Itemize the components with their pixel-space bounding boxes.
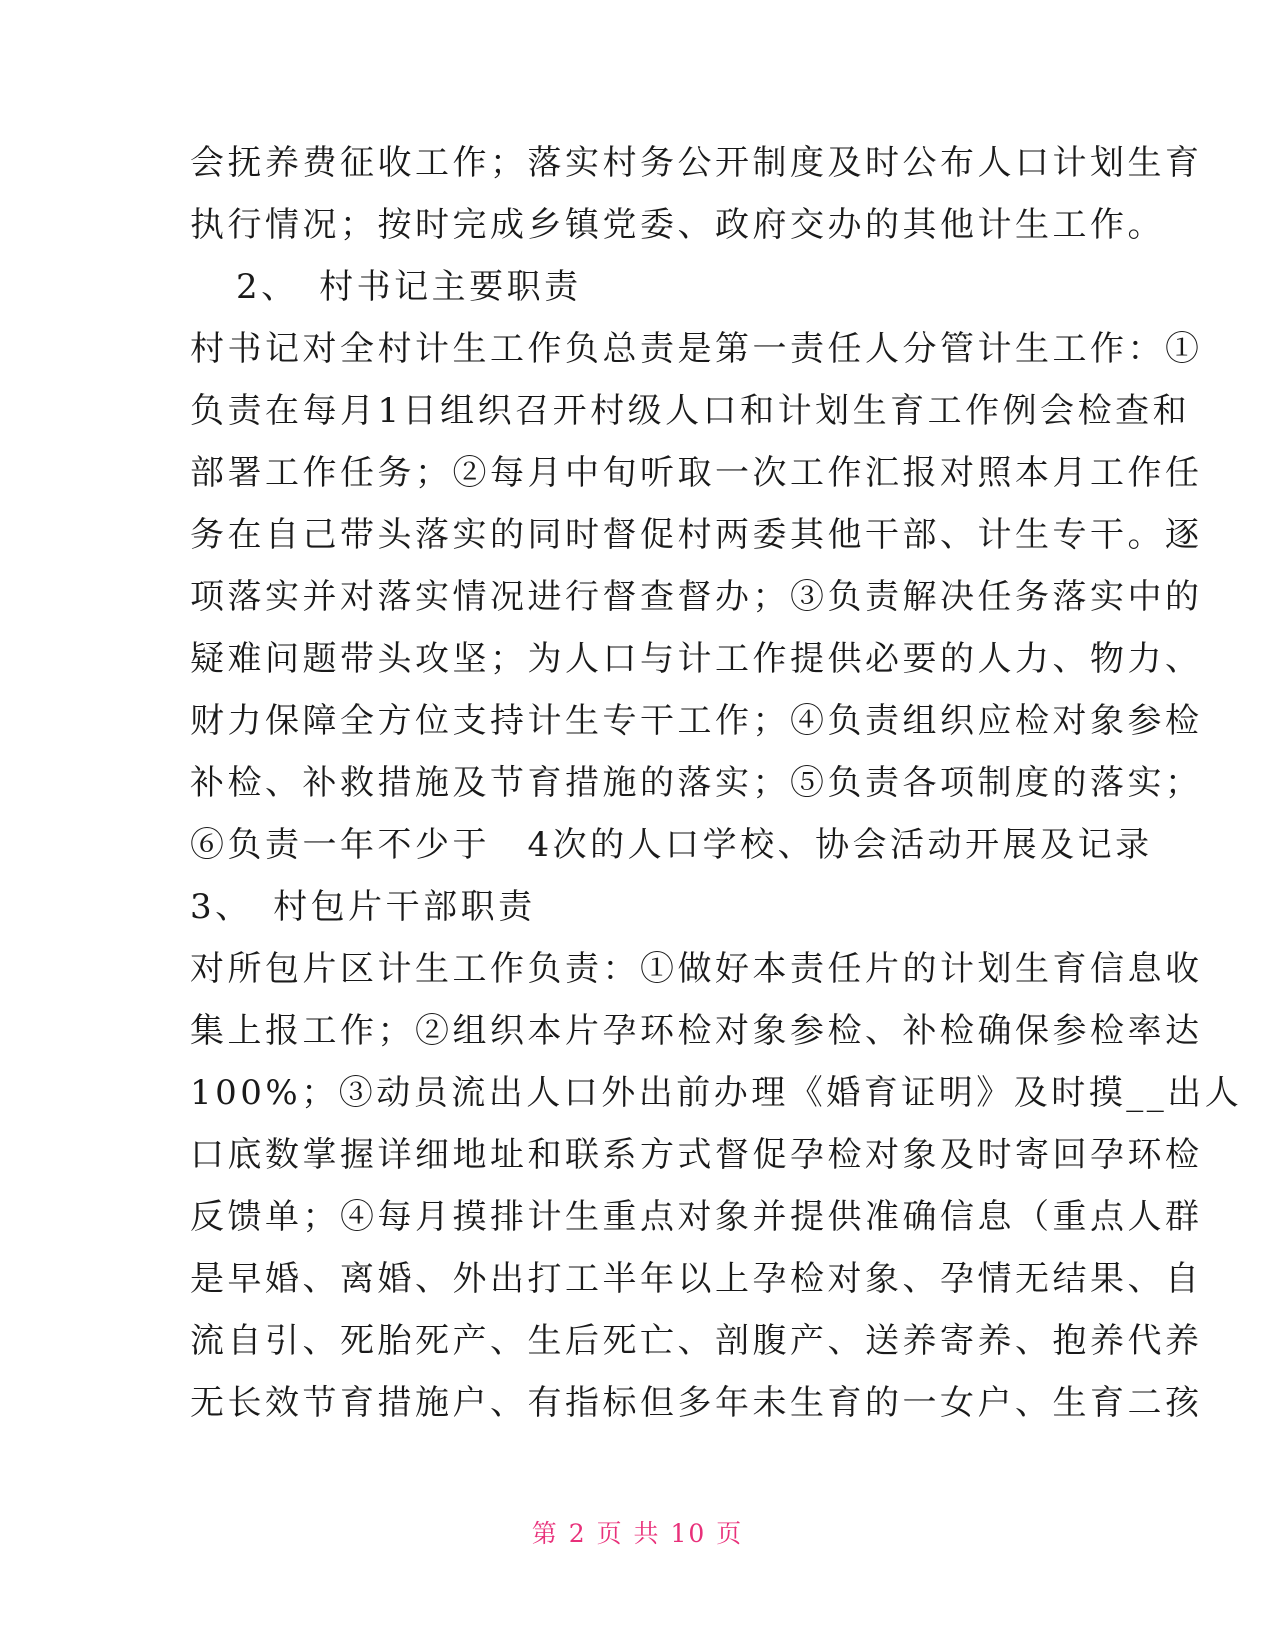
section-heading-3: 3、 村包片干部职责 [190,887,536,927]
text-line-12: ⑥负责一年不少于 4次的人口学校、协会活动开展及记录 [190,825,1153,865]
text-line-15: 集上报工作；②组织本片孕环检对象参检、补检确保参检率达 [190,1011,1203,1051]
text-line-9: 疑难问题带头攻坚；为人口与计工作提供必要的人力、物力、 [190,639,1203,679]
text-line-20: 流自引、死胎死产、生后死亡、剖腹产、送养寄养、抱养代养 [190,1321,1203,1361]
section-heading-2: 2、 村书记主要职责 [236,267,582,307]
page-number-footer: 第 2 页 共 10 页 [531,1519,744,1548]
text-line-10: 财力保障全方位支持计生专干工作；④负责组织应检对象参检 [190,701,1203,741]
text-line-14: 对所包片区计生工作负责：①做好本责任片的计划生育信息收 [190,949,1203,989]
text-line-6: 部署工作任务；②每月中旬听取一次工作汇报对照本月工作任 [190,453,1203,493]
text-line-7: 务在自己带头落实的同时督促村两委其他干部、计生专干。逐 [190,515,1203,555]
text-line-21: 无长效节育措施户、有指标但多年未生育的一女户、生育二孩 [190,1383,1203,1423]
text-line-2: 执行情况；按时完成乡镇党委、政府交办的其他计生工作。 [190,205,1165,245]
text-line-19: 是早婚、离婚、外出打工半年以上孕检对象、孕情无结果、自 [190,1259,1203,1299]
text-line-16: 100%；③动员流出人口外出前办理《婚育证明》及时摸__出人 [190,1073,1243,1113]
text-line-11: 补检、补救措施及节育措施的落实；⑤负责各项制度的落实； [190,763,1203,803]
text-line-17: 口底数掌握详细地址和联系方式督促孕检对象及时寄回孕环检 [190,1135,1203,1175]
text-line-4: 村书记对全村计生工作负总责是第一责任人分管计生工作：① [190,329,1203,369]
text-line-8: 项落实并对落实情况进行督查督办；③负责解决任务落实中的 [190,577,1203,617]
text-line-18: 反馈单；④每月摸排计生重点对象并提供准确信息（重点人群 [190,1197,1203,1237]
text-line-5: 负责在每月1日组织召开村级人口和计划生育工作例会检查和 [190,391,1191,431]
text-line-1: 会抚养费征收工作；落实村务公开制度及时公布人口计划生育 [190,143,1203,183]
